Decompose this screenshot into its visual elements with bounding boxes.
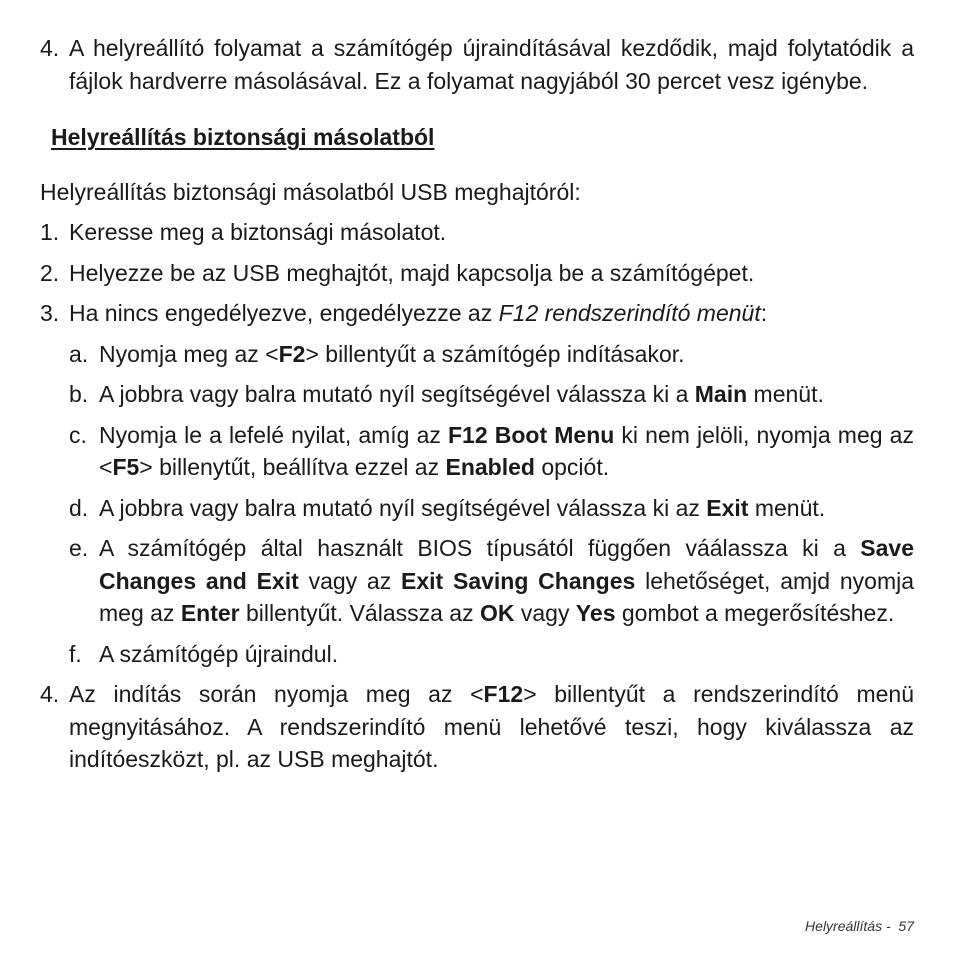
substep-text [99,419,914,484]
text-part: Az indítás során nyomja meg az < [69,681,484,707]
step-3 [40,297,914,330]
footer-section-name: Helyreállítás - [805,918,891,934]
text-part: ki nem jelöli, nyomja meg az < [99,421,914,480]
key-name: F5 [112,454,140,480]
substep-letter: d. [69,494,89,521]
key-name: Enter [180,600,240,626]
page-number: 57 [898,918,914,934]
section-intro: Helyreállítás biztonsági másolatból USB meghajtóról: [40,178,581,205]
substep-text [99,492,914,525]
text-part: Nyomja le a lefelé nyilat, amíg az [99,421,448,448]
substep-text [99,378,914,411]
text-part: opciót. [534,454,610,480]
option-name: Exit Saving Changes [401,567,636,594]
substep-f [69,638,914,671]
text-part: Nyomja meg az < [99,340,279,367]
substep-letter: c. [69,421,87,448]
step-number: 1. [40,219,60,245]
page-footer [805,916,914,936]
step-text: Keresse meg a biztonsági másolatot. [69,219,447,245]
button-name: Yes [575,600,616,626]
step-1 [40,216,914,249]
substep-b [69,378,914,411]
list-item-top-4 [40,32,914,97]
step-text [69,297,914,330]
step-number: 2. [40,259,60,286]
substep-text: A számítógép újraindul. [99,640,339,667]
substep-text [99,338,914,371]
step-text-part: Ha nincs engedélyezve, engedélyezze az [69,300,499,326]
step-text [69,678,914,776]
substep-d [69,492,914,525]
option-name: Save Changes and Exit [99,535,914,594]
substep-a [69,338,914,371]
text-part: vagy az [298,567,402,594]
text-part: lehetőséget, amjd nyomja meg az [99,567,915,626]
option-name: Enabled [445,454,535,480]
menu-name: F12 Boot Menu [448,421,615,448]
key-name: F2 [278,340,306,367]
menu-name: F12 rendszerindító menüt [498,300,761,326]
list-number: 4. [40,35,60,61]
text-part: menüt. [748,494,826,521]
text-part: vagy [514,600,576,626]
document-body [40,32,914,776]
step-number: 4. [40,681,60,707]
step-2 [40,257,914,290]
text-part: A jobbra vagy balra mutató nyíl segítségével válassza ki az [99,494,707,521]
list-text: A helyreállító folyamat a számítógép újraindításával kezdődik, majd folytatódik a fájlok hardverre másolásával. Ez a folyamat nagyjából 30 percet vesz igénybe. [69,35,914,94]
substep-e [69,532,914,630]
substep-text [99,532,914,630]
substep-c [69,419,914,484]
text-part: gombot a megerősítéshez. [615,600,895,626]
section-heading: Helyreállítás biztonsági másolatból [51,124,435,150]
text-part: A számítógép által használt BIOS típusától függően váálassza ki a [99,535,861,561]
step-text: Helyezze be az USB meghajtót, majd kapcsolja be a számítógépet. [69,259,755,286]
step-4 [40,678,914,776]
text-part: menüt. [747,381,824,407]
button-name: OK [479,600,515,626]
substep-letter: f. [69,640,82,667]
step-text-part: : [760,300,768,326]
menu-name: Exit [706,494,749,521]
substep-letter: e. [69,535,89,561]
text-part: A jobbra vagy balra mutató nyíl segítségével válassza ki a [99,381,695,407]
substep-letter: b. [69,381,89,407]
text-part: > billenytűt, beállítva ezzel az [139,454,446,480]
key-name: F12 [483,681,524,707]
step-number: 3. [40,300,60,326]
substep-letter: a. [69,340,89,367]
menu-name: Main [694,381,748,407]
text-part: > billentyűt a rendszerindító menü megnyitásához. A rendszerindító menü lehetővé teszi, hogy kiválassza az indítóeszközt, pl. az USB meghajtót. [69,681,914,772]
text-part: billentyűt. Válassza az [239,600,480,626]
text-part: > billentyűt a számítógép indításakor. [305,340,685,367]
